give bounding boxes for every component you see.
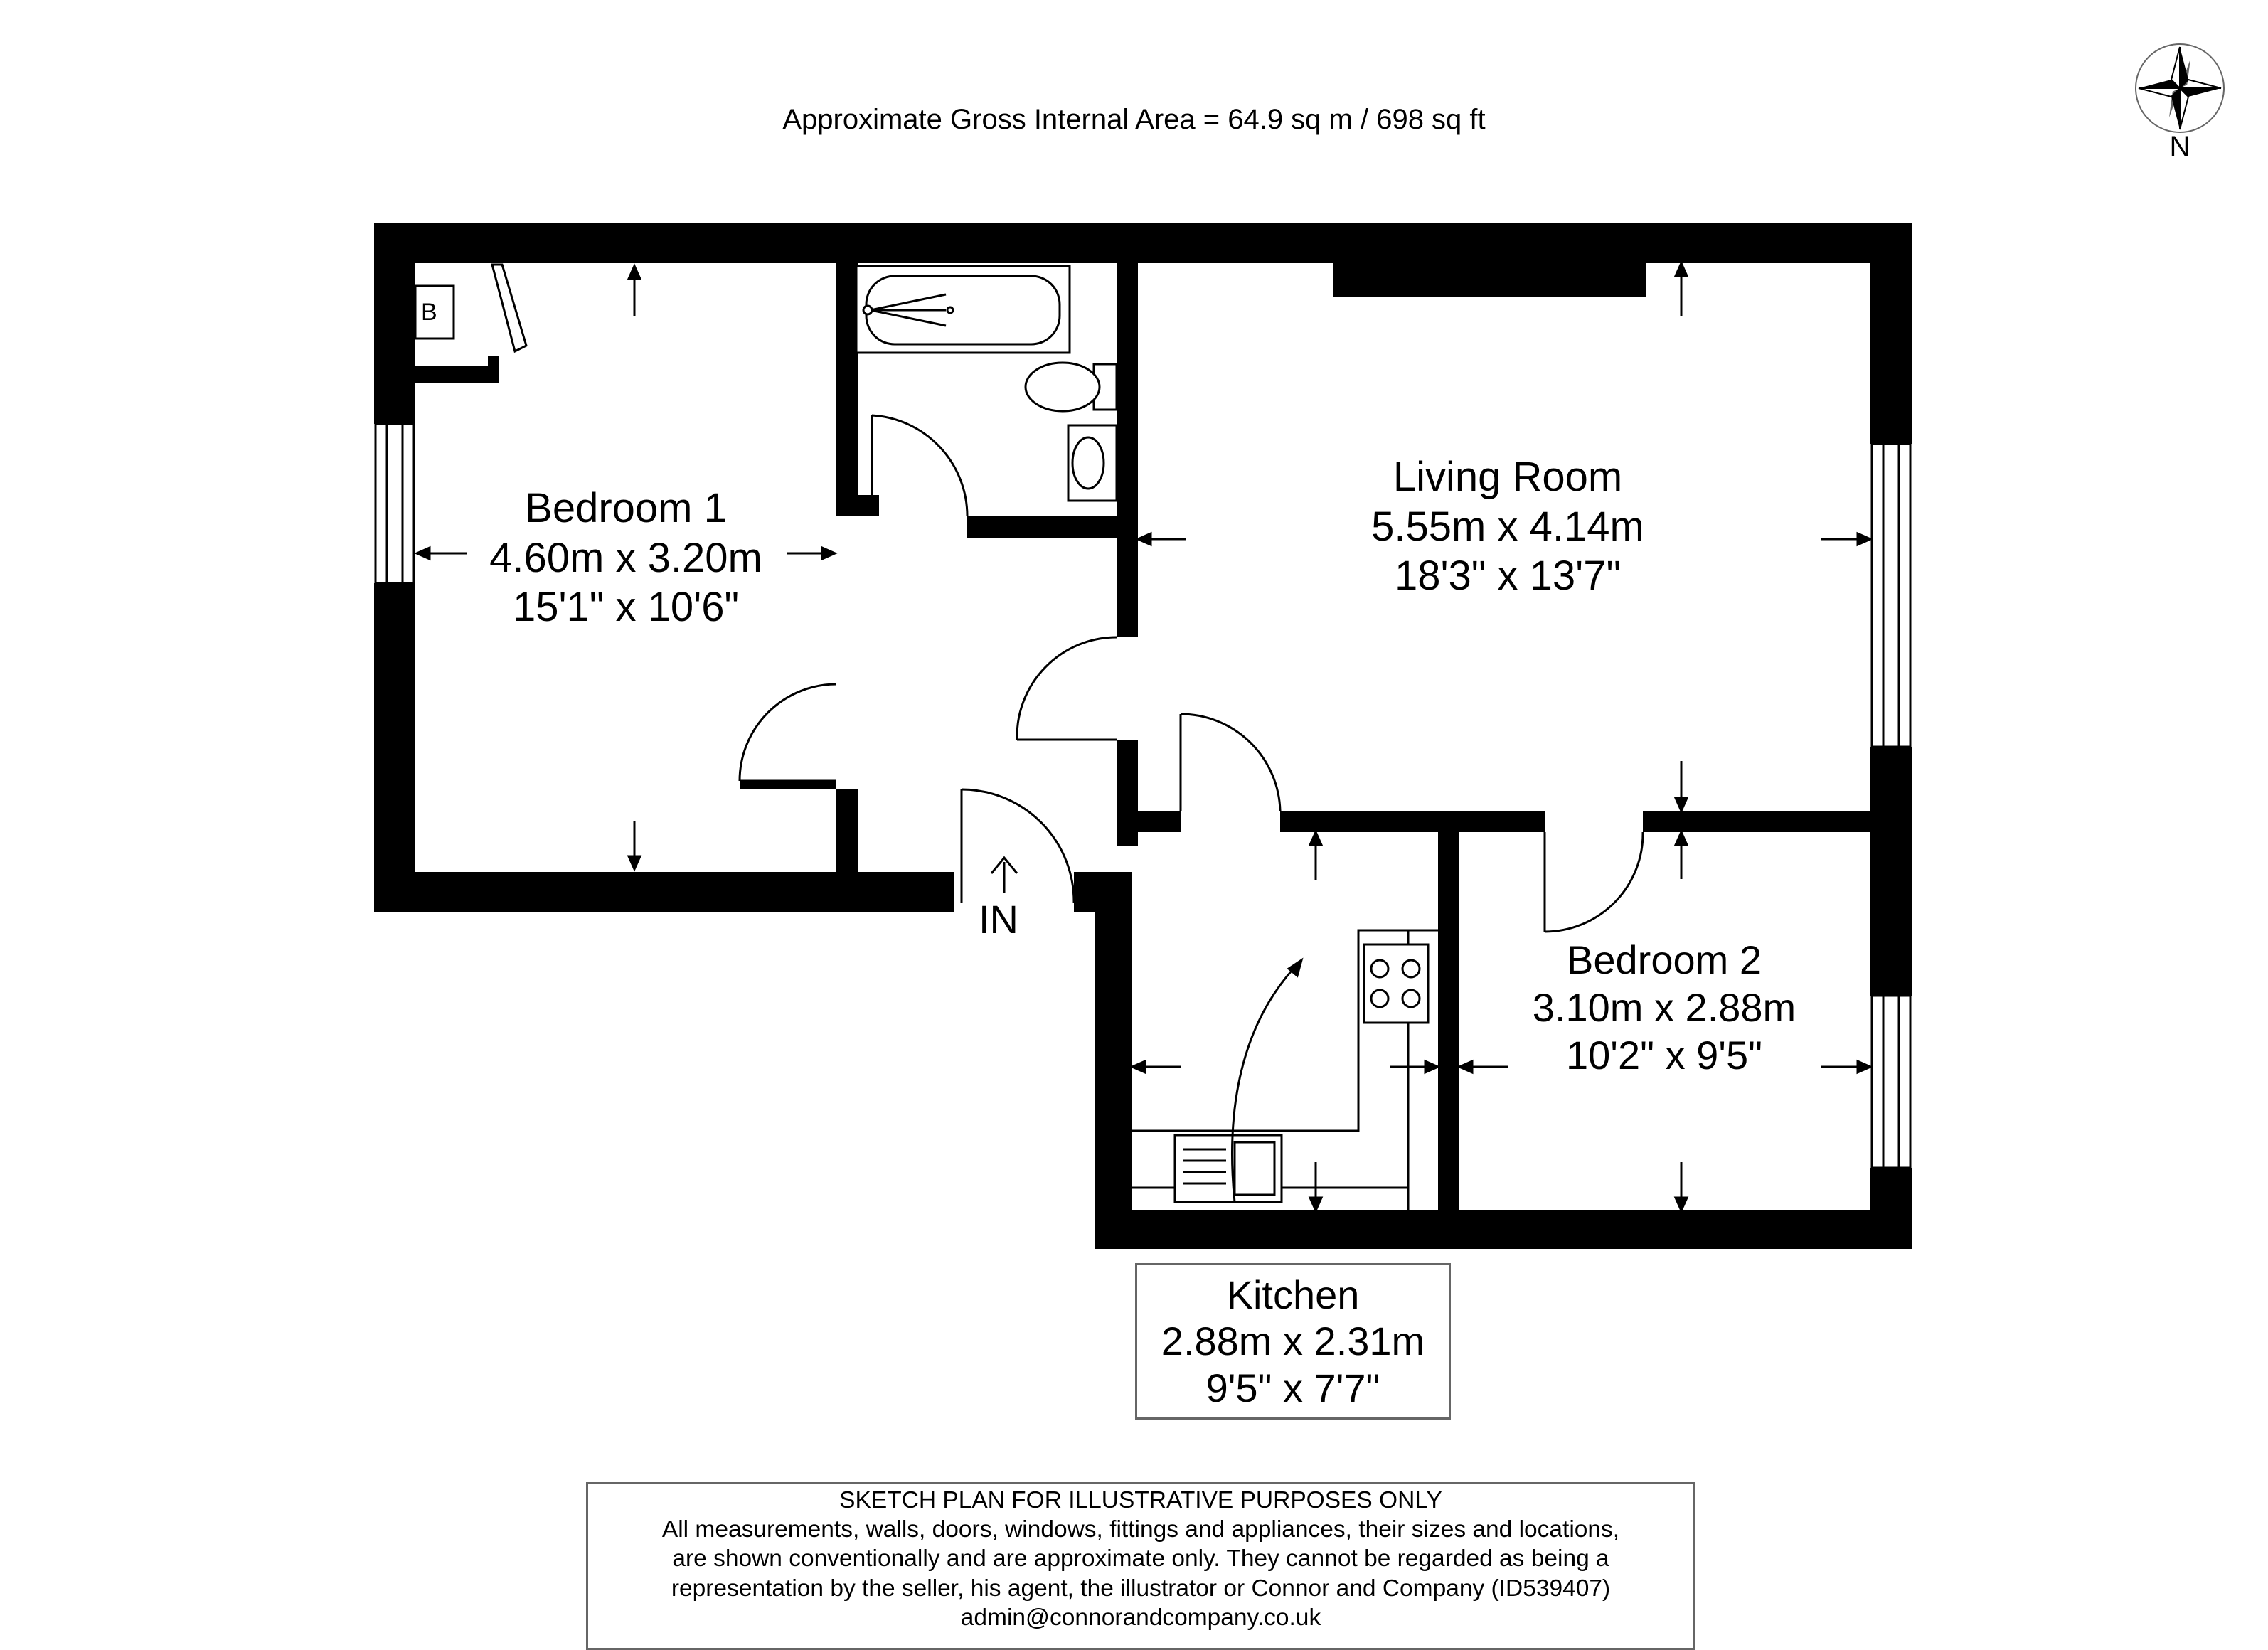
bedroom2-metric: 3.10m x 2.88m xyxy=(1532,985,1796,1031)
compass-north-label: N xyxy=(2169,131,2190,162)
living-room-label xyxy=(1309,452,1707,601)
bedroom2-label xyxy=(1472,936,1856,1080)
bedroom1-label xyxy=(441,484,811,632)
bathroom-fittings xyxy=(856,266,1117,501)
disclaimer-line-2: All measurements, walls, doors, windows, fittings and appliances, their sizes and locations, xyxy=(661,1516,1620,1543)
entrance-arrow-icon xyxy=(991,858,1017,893)
basin-icon xyxy=(1068,425,1117,501)
kitchen-fittings xyxy=(1132,930,1438,1210)
kitchen-name: Kitchen xyxy=(1226,1272,1360,1317)
disclaimer-email: admin@connorandcompany.co.uk xyxy=(960,1604,1321,1631)
kitchen-metric: 2.88m x 2.31m xyxy=(1161,1319,1425,1364)
disclaimer-line-1: SKETCH PLAN FOR ILLUSTRATIVE PURPOSES ONLY xyxy=(839,1487,1442,1513)
walls xyxy=(374,223,1912,1249)
bedroom1-name: Bedroom 1 xyxy=(525,485,727,531)
disclaimer-line-4: representation by the seller, his agent, the illustrator or Connor and Company (ID539407) xyxy=(671,1575,1611,1602)
living-room-name: Living Room xyxy=(1393,454,1623,500)
sink-icon xyxy=(1175,1135,1282,1202)
toilet-icon xyxy=(1026,363,1117,411)
disclaimer-line-3: are shown conventionally and are approximate only. They cannot be regarded as being a xyxy=(672,1545,1609,1572)
kitchen-imperial: 9'5" x 7'7" xyxy=(1205,1365,1380,1410)
boiler-label: B xyxy=(421,299,437,326)
gross-area-title: Approximate Gross Internal Area = 64.9 sq m / 698 sq ft xyxy=(782,104,1486,135)
bedroom1-imperial: 15'1" x 10'6" xyxy=(512,584,740,631)
bedroom2-imperial: 10'2" x 9'5" xyxy=(1566,1033,1762,1078)
compass-icon xyxy=(2136,44,2224,132)
hob-icon xyxy=(1364,944,1428,1023)
disclaimer-box xyxy=(586,1482,1695,1650)
bedroom2-name: Bedroom 2 xyxy=(1567,937,1762,982)
living-room-metric: 5.55m x 4.14m xyxy=(1371,503,1644,550)
kitchen-label xyxy=(1135,1263,1451,1420)
living-room-imperial: 18'3" x 13'7" xyxy=(1394,553,1622,600)
bedroom1-metric: 4.60m x 3.20m xyxy=(489,534,762,581)
entrance-label: IN xyxy=(979,897,1018,942)
